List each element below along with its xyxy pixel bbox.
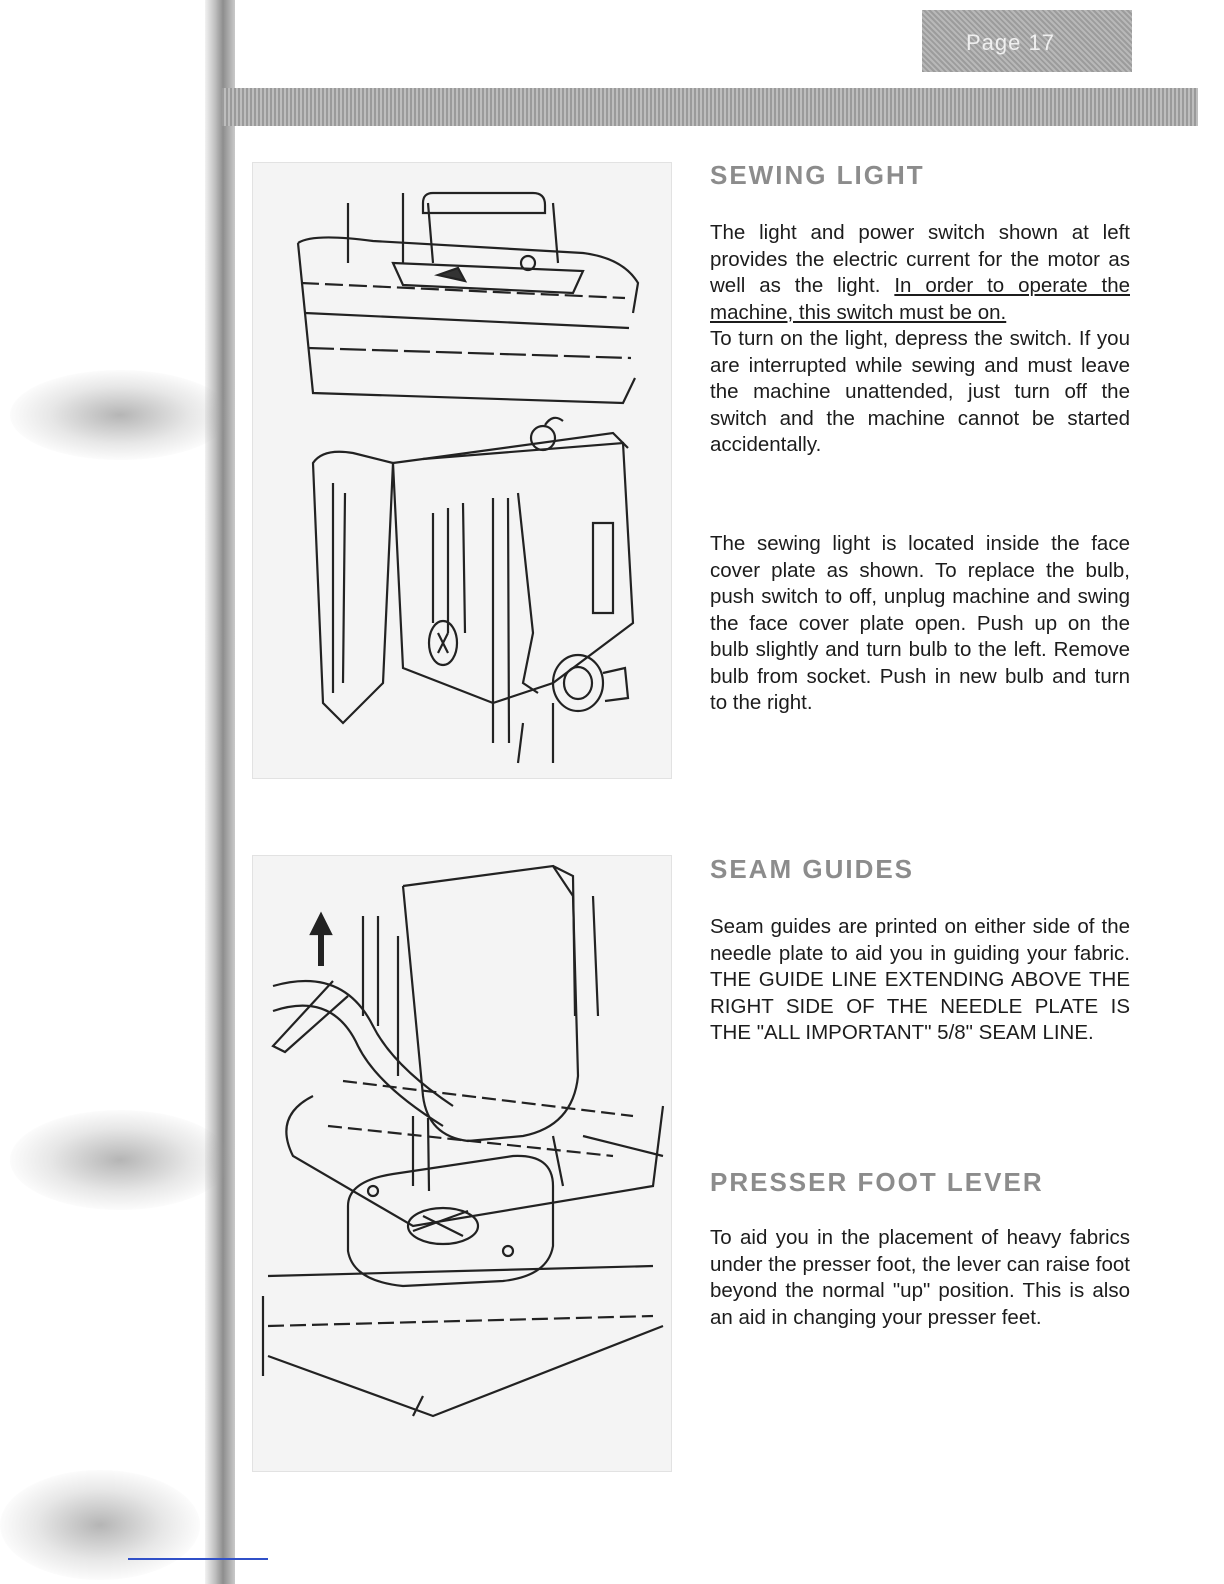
seam-guides-drawing bbox=[253, 856, 671, 1471]
sewing-light-text-intro: The light and power switch shown at left provides the electric current for the motor as well as the light. bbox=[710, 221, 1130, 297]
page-number-label: Page 17 bbox=[966, 30, 1055, 55]
seam-guides-heading: SEAM GUIDES bbox=[710, 854, 915, 884]
scan-smudge-bottom bbox=[0, 1470, 200, 1580]
page-number-tab bbox=[922, 10, 1132, 72]
seam-guides-illustration bbox=[252, 855, 672, 1472]
sewing-light-heading: SEWING LIGHT bbox=[710, 160, 925, 190]
sewing-light-paragraph-2: The sewing light is located inside the face cover plate as shown. To replace the bulb, push switch to off, unplug machine and swing the face cover plate open. Push up on the bulb slightly and turn bulb to the left. Remove bulb from socket. Push in new bulb and turn to the right. bbox=[710, 532, 1130, 714]
presser-foot-lever-paragraph: To aid you in the placement of heavy fabrics under the presser foot, the lever can raise foot beyond the normal "up" position. This is also an aid in changing your presser feet. bbox=[710, 1226, 1130, 1329]
sewing-light-paragraph-1 bbox=[710, 220, 1130, 459]
sewing-light-text-underlined: In order to operate the machine, this switch must be on. bbox=[710, 274, 1130, 324]
header-band bbox=[222, 88, 1198, 126]
scan-smudge-middle bbox=[10, 1110, 230, 1210]
footer-rule bbox=[128, 1558, 268, 1560]
seam-guides-paragraph: Seam guides are printed on either side of the needle plate to aid you in guiding your fabric. THE GUIDE LINE EXTENDING ABOVE THE RIGHT SIDE OF THE NEEDLE PLATE IS THE "ALL IMPORTANT" 5/8" SEAM LINE. bbox=[710, 915, 1130, 1044]
sewing-light-illustration bbox=[252, 162, 672, 779]
presser-foot-lever-heading: PRESSER FOOT LEVER bbox=[710, 1167, 1044, 1197]
scan-smudge-top bbox=[10, 370, 230, 460]
sewing-light-drawing bbox=[253, 163, 671, 778]
sewing-light-text-instructions: To turn on the light, depress the switch. If you are interrupted while sewing and must leave the machine unattended, just turn off the switch and the machine cannot be started accidentally. bbox=[710, 327, 1130, 456]
book-spine-shadow bbox=[205, 0, 235, 1584]
